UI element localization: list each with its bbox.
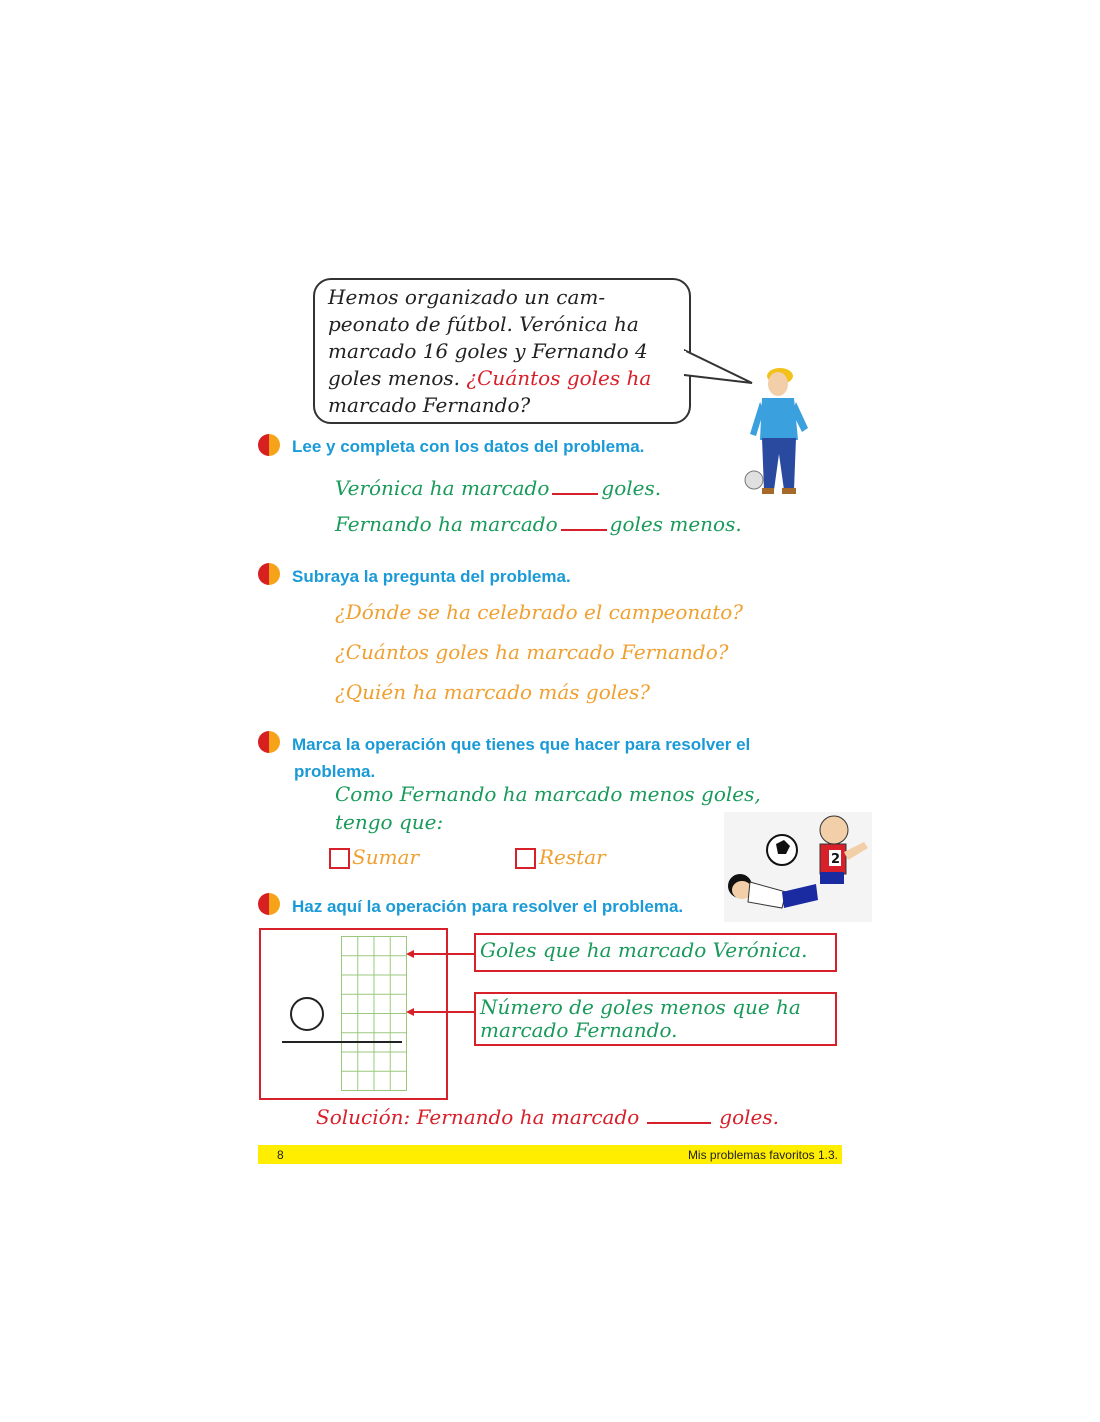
label-veronica-goals: Goles que ha marcado Verónica. bbox=[480, 938, 808, 962]
solution-end: goles. bbox=[719, 1105, 779, 1129]
question-option-1[interactable]: ¿Dónde se ha celebrado el campeonato? bbox=[335, 600, 744, 624]
section1-bullet-icon bbox=[258, 434, 280, 456]
add-checkbox[interactable] bbox=[329, 848, 350, 869]
section2-heading: Subraya la pregunta del problema. bbox=[292, 567, 571, 586]
operation-line bbox=[282, 1041, 402, 1043]
question-option-3[interactable]: ¿Quién ha marcado más goles? bbox=[335, 680, 650, 704]
subtract-option-label: Restar bbox=[539, 845, 606, 869]
section3-text-line1: Como Fernando ha marcado menos goles, bbox=[335, 782, 761, 806]
section1-line2-end: goles menos. bbox=[609, 512, 742, 536]
section1-line1-start: Verónica ha marcado bbox=[335, 476, 550, 500]
section1-line1 bbox=[335, 476, 661, 500]
solution-line bbox=[316, 1105, 779, 1129]
section1-blank-1[interactable] bbox=[552, 493, 598, 495]
section1-line1-end: goles. bbox=[601, 476, 662, 500]
section3-bullet-icon bbox=[258, 731, 280, 753]
book-title: Mis problemas favoritos 1.3. bbox=[687, 1148, 838, 1162]
page-number: 8 bbox=[277, 1148, 284, 1162]
bubble-question-part1: ¿Cuántos goles ha bbox=[466, 366, 652, 390]
section1-line2-start: Fernando ha marcado bbox=[335, 512, 558, 536]
bubble-question-part2: marcado Fernando? bbox=[328, 393, 531, 417]
section1-heading: Lee y completa con los datos del problema. bbox=[292, 437, 645, 456]
section3-heading-line1: Marca la operación que tienes que hacer para resolver el bbox=[292, 735, 751, 754]
section1-blank-2[interactable] bbox=[561, 529, 607, 531]
add-option-label: Sumar bbox=[352, 845, 420, 869]
label-fernando-line2: marcado Fernando. bbox=[480, 1018, 678, 1042]
solution-blank[interactable] bbox=[647, 1122, 711, 1124]
solution-start: Solución: Fernando ha marcado bbox=[316, 1105, 640, 1129]
section3-heading-line2: problema. bbox=[294, 762, 376, 781]
bubble-line-4 bbox=[328, 366, 651, 390]
section4-heading: Haz aquí la operación para resolver el problema. bbox=[292, 897, 684, 916]
section1-line2 bbox=[335, 512, 742, 536]
subtract-checkbox[interactable] bbox=[515, 848, 536, 869]
section2-bullet-icon bbox=[258, 563, 280, 585]
section3-text-line2: tengo que: bbox=[335, 810, 444, 834]
worker-illustration bbox=[742, 362, 814, 500]
operation-grid[interactable] bbox=[341, 936, 407, 1091]
label-fernando-line1: Número de goles menos que ha bbox=[480, 995, 801, 1019]
soccer-players-illustration bbox=[724, 812, 872, 922]
question-option-2[interactable]: ¿Cuántos goles ha marcado Fernando? bbox=[335, 640, 729, 664]
bubble-line-3: marcado 16 goles y Fernando 4 bbox=[328, 339, 648, 363]
pointer-arrows bbox=[404, 944, 476, 1026]
bubble-line-2: peonato de fútbol. Verónica ha bbox=[328, 312, 639, 336]
operator-circle[interactable] bbox=[290, 997, 324, 1031]
bubble-line-1: Hemos organizado un cam- bbox=[328, 285, 606, 309]
section4-bullet-icon bbox=[258, 893, 280, 915]
player-jersey-number: 2 bbox=[831, 852, 841, 867]
bubble-line-4-text: goles menos. bbox=[328, 366, 461, 390]
